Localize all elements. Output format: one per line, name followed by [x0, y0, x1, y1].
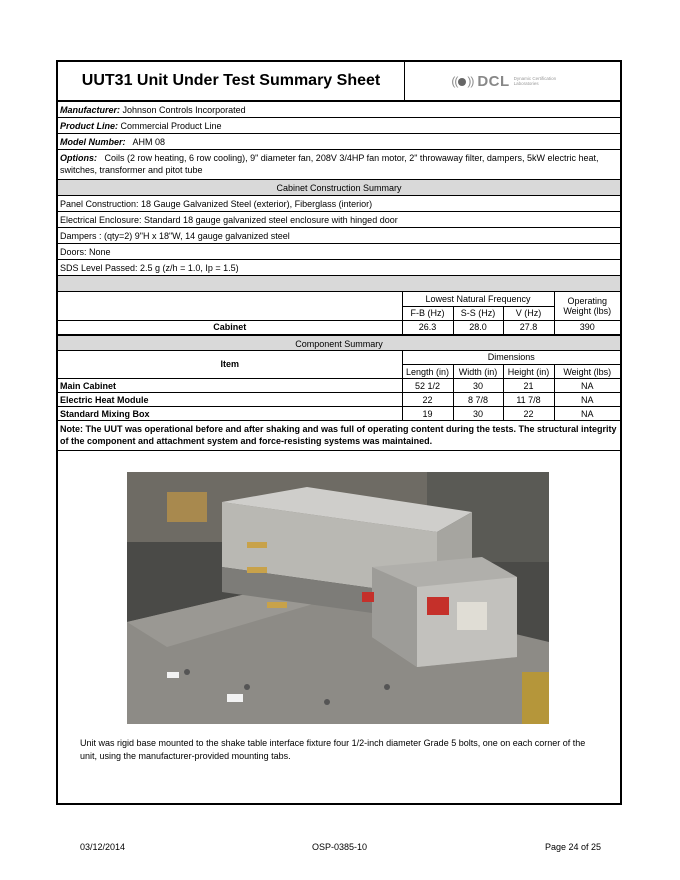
- cabinet-label: Cabinet: [58, 320, 402, 334]
- construction-heading: Cabinet Construction Summary: [58, 180, 620, 196]
- ss-value: 28.0: [453, 320, 503, 334]
- ss-header: S-S (Hz): [453, 306, 503, 320]
- dcl-logo: [405, 62, 620, 100]
- unit-photo: [127, 472, 549, 724]
- options-row: Options: Coils (2 row heating, 6 row cooling), 9" diameter fan, 208V 3/4HP fan motor, 2" throwaway filter, dampers, 5kW electric heat, switches, transformer and pitot tube: [58, 150, 620, 180]
- table-row: Electric Heat Module 22 8 7/8 11 7/8 NA: [58, 393, 620, 407]
- blank-cell: [58, 292, 402, 320]
- product-line-value: Commercial Product Line: [120, 121, 222, 131]
- v-value: 27.8: [503, 320, 554, 334]
- model-row: Model Number: AHM 08: [58, 134, 620, 150]
- weight-col-header: Weight (lbs): [554, 365, 620, 379]
- frequency-group-header: Lowest Natural Frequency: [402, 292, 554, 306]
- construction-line: Dampers : (qty=2) 9"H x 18"W, 14 gauge galvanized steel: [58, 228, 620, 244]
- length-header: Length (in): [402, 365, 453, 379]
- logo-text: DCL: [477, 72, 510, 90]
- weight-header: Operating Weight (lbs): [554, 292, 620, 320]
- page-title: UUT31 Unit Under Test Summary Sheet: [58, 62, 405, 100]
- product-line-row: Product Line: Commercial Product Line: [58, 118, 620, 134]
- frequency-table: [58, 292, 620, 335]
- note-text: Note: The UUT was operational before and after shaking and was full of operating content during the tests. The structural integrity of the component and attachment system and force-resisting systems was maintained.: [58, 421, 620, 451]
- construction-line: Panel Construction: 18 Gauge Galvanized Steel (exterior), Fiberglass (interior): [58, 196, 620, 212]
- table-row: Main Cabinet 52 1/2 30 21 NA: [58, 379, 620, 393]
- width-header: Width (in): [453, 365, 503, 379]
- item-header: Item: [58, 351, 402, 379]
- unit-photo-illustration: [127, 472, 549, 724]
- component-table: [58, 351, 620, 422]
- component-heading: Component Summary: [58, 335, 620, 351]
- fb-value: 26.3: [402, 320, 453, 334]
- table-row: Standard Mixing Box 19 30 22 NA: [58, 407, 620, 421]
- options-value: Coils (2 row heating, 6 row cooling), 9" diameter fan, 208V 3/4HP fan motor, 2" throwaway filter, dampers, 5kW electric heat, switches, transformer and pitot tube: [60, 153, 599, 175]
- v-header: V (Hz): [503, 306, 554, 320]
- footer-doc-id: OSP-0385-10: [312, 842, 368, 852]
- manufacturer-row: Manufacturer: Johnson Controls Incorporated: [58, 102, 620, 118]
- construction-line: Electrical Enclosure: Standard 18 gauge galvanized steel enclosure with hinged door: [58, 212, 620, 228]
- weight-value: 390: [554, 320, 620, 334]
- title-row: [58, 62, 620, 102]
- footer-page: Page 24 of 25: [545, 842, 602, 852]
- logo-subtext: Dynamic Certification Laboratories: [513, 76, 557, 86]
- summary-sheet: [56, 60, 622, 805]
- construction-line: SDS Level Passed: 2.5 g (z/h = 1.0, Ip = 1.5): [58, 260, 620, 276]
- manufacturer-value: Johnson Controls Incorporated: [122, 105, 246, 115]
- dimensions-header: Dimensions: [402, 351, 620, 365]
- height-header: Height (in): [503, 365, 554, 379]
- fb-header: F-B (Hz): [402, 306, 453, 320]
- footer-date: 03/12/2014: [80, 842, 126, 852]
- spacer-row: [58, 276, 620, 292]
- model-value: AHM 08: [132, 137, 166, 147]
- construction-line: Doors: None: [58, 244, 620, 260]
- signal-waves-icon: (( )): [451, 74, 474, 88]
- photo-caption: Unit was rigid base mounted to the shake table interface fixture four 1/2-inch diameter Grade 5 bolts, one on each corner of the unit, using the manufacturer-provided mounting tabs.: [80, 738, 586, 761]
